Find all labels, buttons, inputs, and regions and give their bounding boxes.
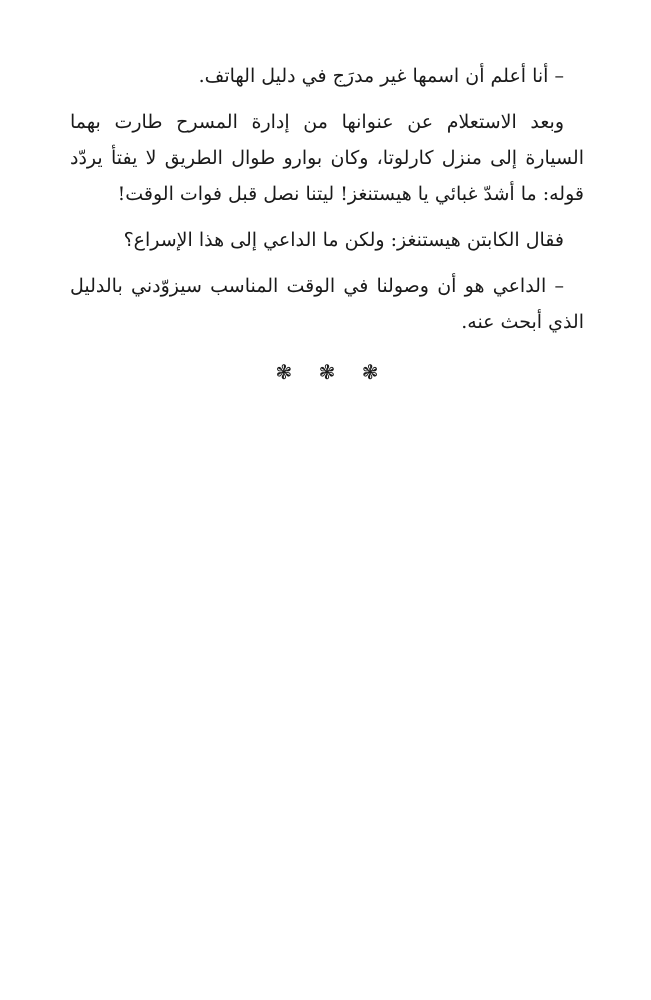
- paragraph-3: فقال الكابتن هيستنغز: ولكن ما الداعي إلى هذا الإسراع؟: [123, 229, 564, 251]
- page-text: [70, 58, 584, 390]
- paragraph-4: – الداعي هو أن وصولنا في الوقت المناسب سيزوّدني بالدليل الذي أبحث عنه.: [70, 275, 584, 333]
- separator-star-icon: ❃: [318, 360, 336, 384]
- separator-star-icon: ❃: [275, 360, 293, 384]
- paragraph-1: – أنا أعلم أن اسمها غير مدرَج في دليل الهاتف.: [198, 65, 564, 87]
- paragraph-2: وبعد الاستعلام عن عنوانها من إدارة المسرح طارت بهما السيارة إلى منزل كارلوتا، وكان بوارو طوال الطريق لا يفتأ يردّد قوله: ما أشدّ غبائي يا هيستنغز! ليتنا نصل قبل فوات الوقت!: [70, 111, 584, 205]
- separator-star-icon: ❃: [361, 360, 379, 384]
- section-separator: [70, 354, 584, 390]
